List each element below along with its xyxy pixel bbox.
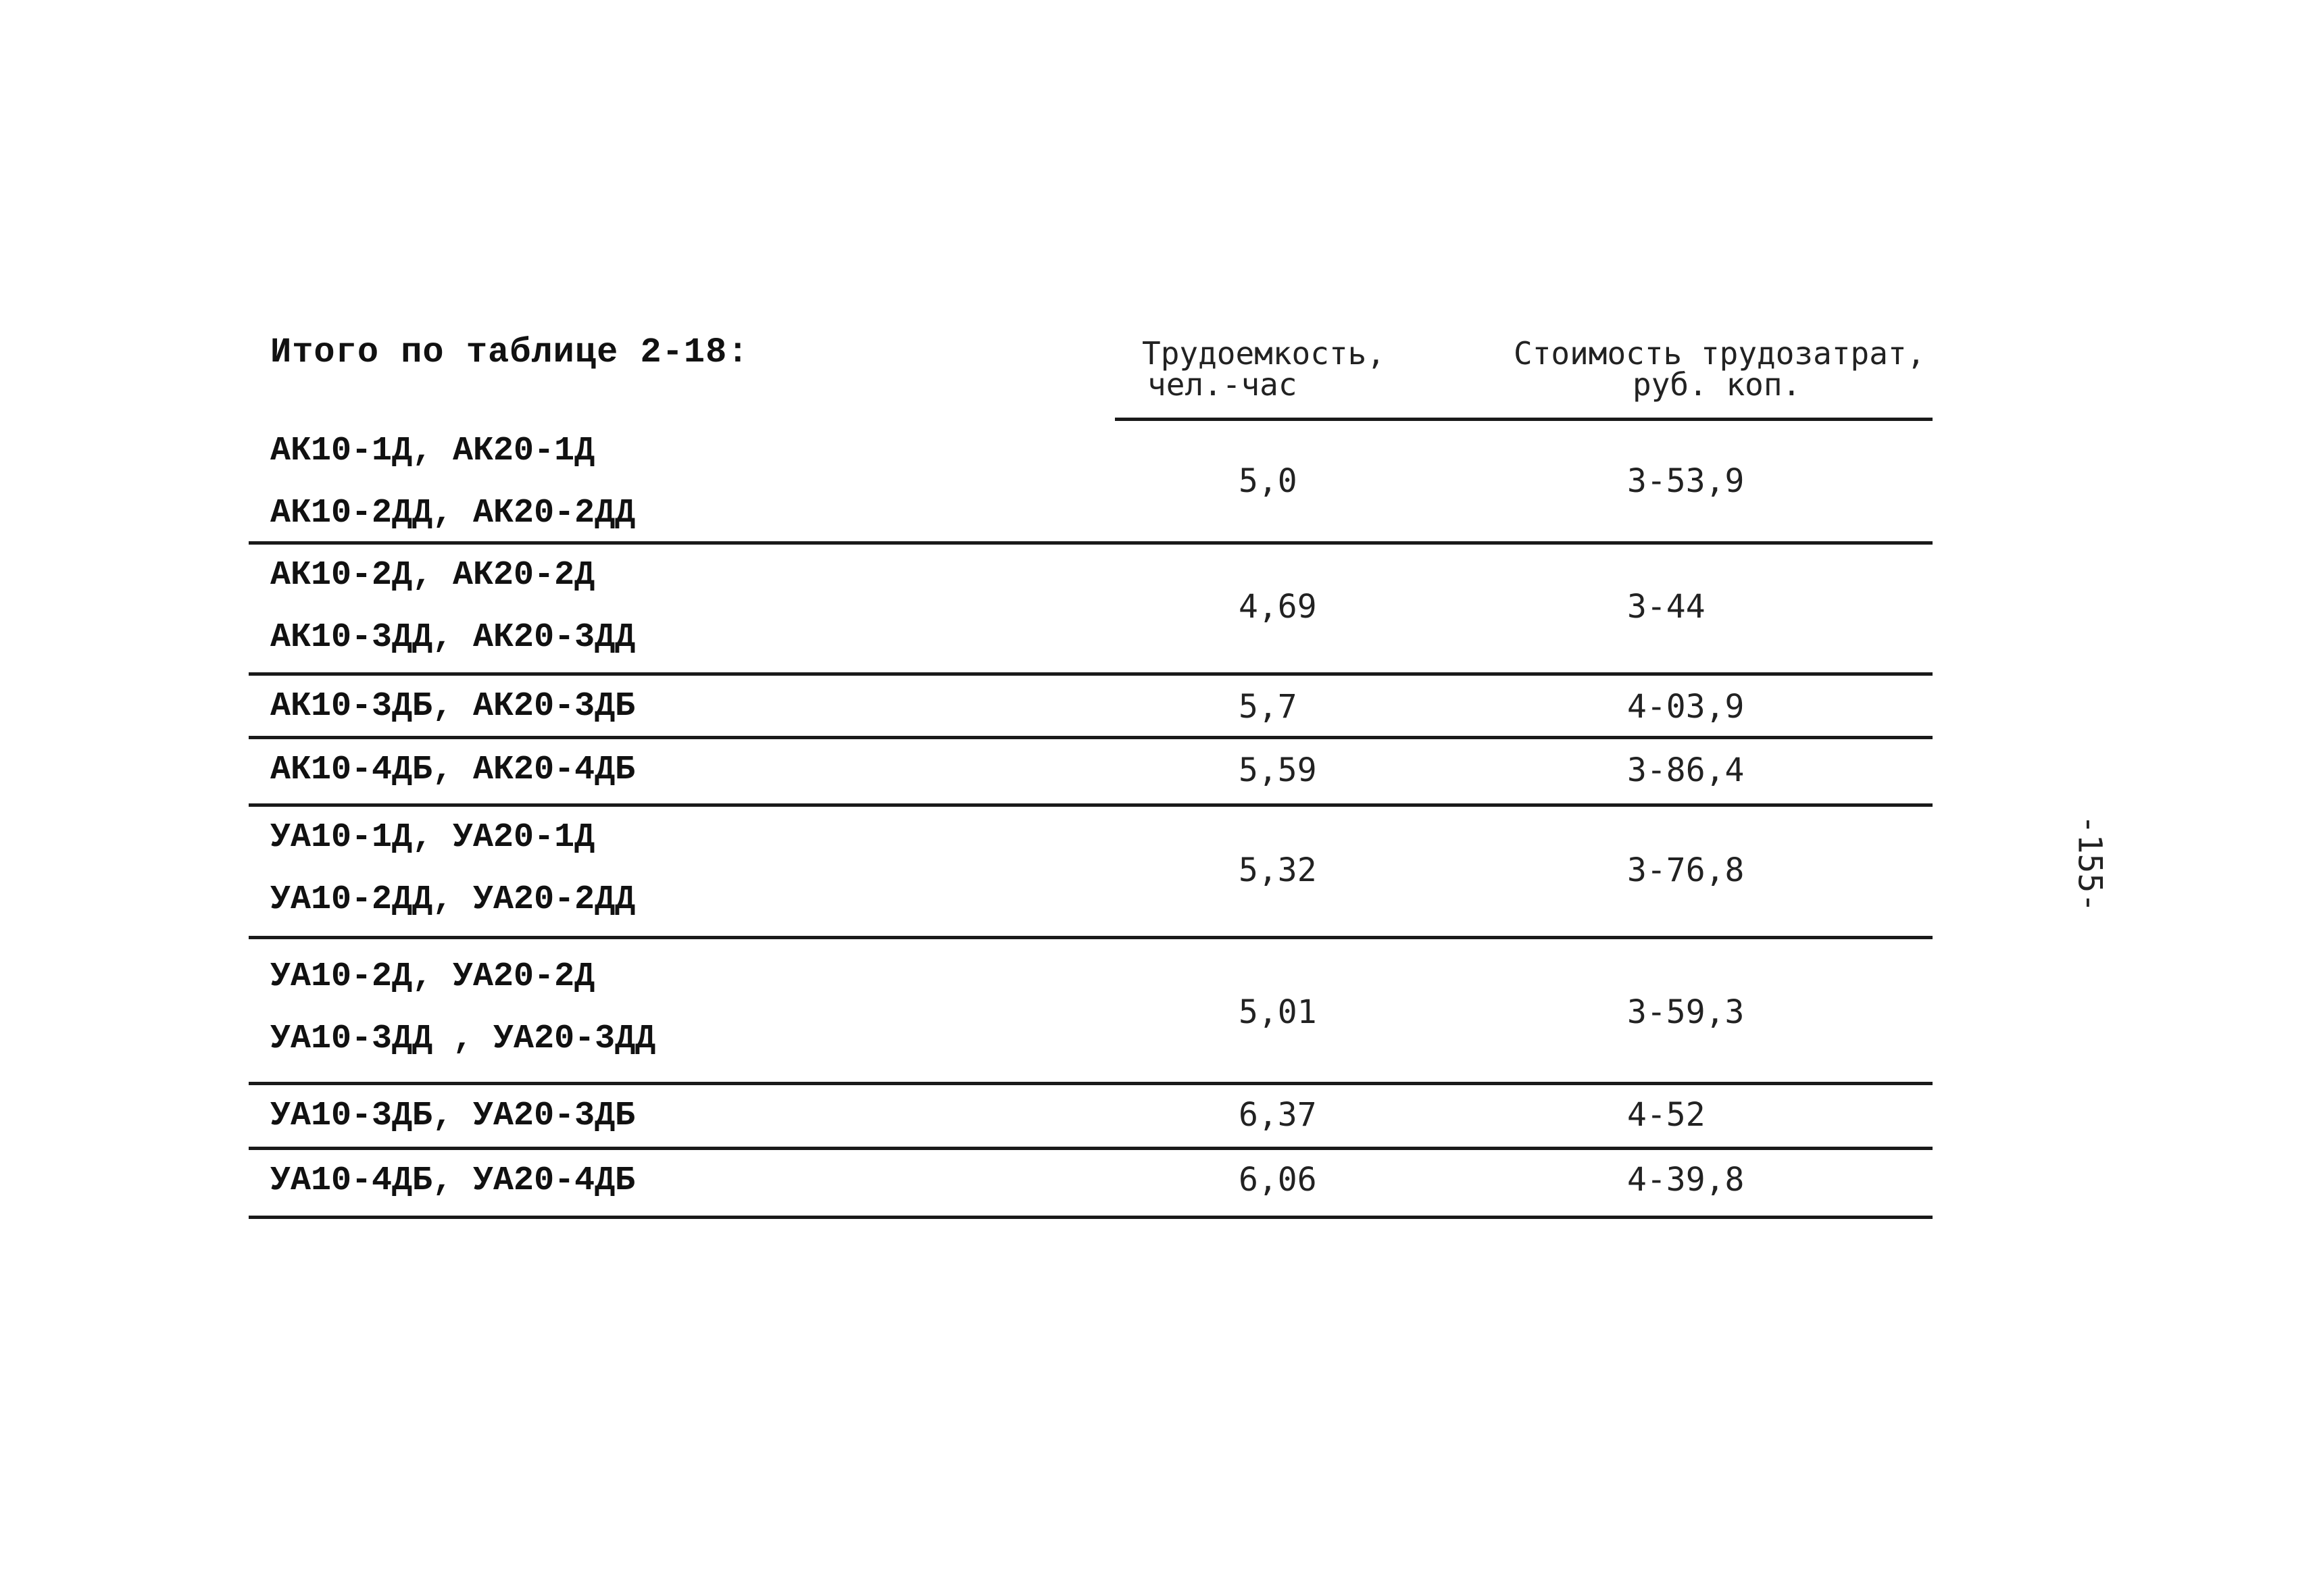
row-label: УА10-3ДБ, УА20-3ДБ [270,1097,636,1135]
table-row [249,807,1933,939]
cost-header-line-2: руб. коп. [1633,366,1801,403]
table-row [249,420,1933,545]
row-label: АК10-2ДД, АК20-2ДД [270,494,636,532]
cost-value: 3-53,9 [1627,462,1745,500]
labor-header-line-2: чел.-час [1147,366,1297,403]
table-row [249,1150,1933,1219]
cost-value: 3-44 [1627,588,1706,626]
row-labels [270,946,655,1070]
labor-header-line-1: Трудоемкость, [1142,335,1386,372]
row-label: АК10-3ДД, АК20-3ДД [270,618,636,657]
cost-value: 3-86,4 [1627,751,1745,789]
cost-column-header [1514,335,1926,403]
row-labels [270,545,635,669]
row-label: АК10-1Д, АК20-1Д [270,432,595,470]
row-divider [249,1216,1933,1219]
row-labels [270,1085,635,1147]
row-labels [270,739,635,801]
table-row [249,1085,1933,1150]
cost-value: 3-59,3 [1627,993,1745,1031]
row-labels [270,420,635,545]
page-number: -155- [2070,814,2109,913]
row-labels [270,807,635,931]
labor-value: 5,32 [1239,851,1317,889]
table-row [249,939,1933,1085]
row-labels [270,676,635,738]
table-row [249,545,1933,676]
labor-value: 5,0 [1239,462,1297,500]
cost-value: 3-76,8 [1627,851,1745,889]
row-label: УА10-2Д, УА20-2Д [270,957,595,996]
cost-value: 4-52 [1627,1096,1706,1134]
table-row [249,676,1933,739]
labor-value: 5,7 [1239,688,1297,726]
labor-column-header [1142,335,1386,403]
cost-value: 4-39,8 [1627,1161,1745,1199]
labor-value: 4,69 [1239,588,1317,626]
row-label: АК10-2Д, АК20-2Д [270,556,595,595]
row-label: АК10-3ДБ, АК20-3ДБ [270,687,636,726]
row-label: АК10-4ДБ, АК20-4ДБ [270,751,636,789]
row-label: УА10-2ДД, УА20-2ДД [270,880,636,919]
cost-header-line-1: Стоимость трудозатрат, [1514,335,1926,372]
row-label: УА10-3ДД , УА20-3ДД [270,1020,656,1058]
row-label: УА10-4ДБ, УА20-4ДБ [270,1162,636,1200]
table-summary-title: Итого по таблице 2-18: [270,332,749,372]
labor-value: 5,59 [1239,751,1317,789]
row-label: УА10-1Д, УА20-1Д [270,818,595,857]
labor-value: 6,37 [1239,1096,1317,1134]
cost-value: 4-03,9 [1627,688,1745,726]
table-row [249,739,1933,807]
row-labels [270,1150,635,1212]
labor-value: 5,01 [1239,993,1317,1031]
labor-value: 6,06 [1239,1161,1317,1199]
